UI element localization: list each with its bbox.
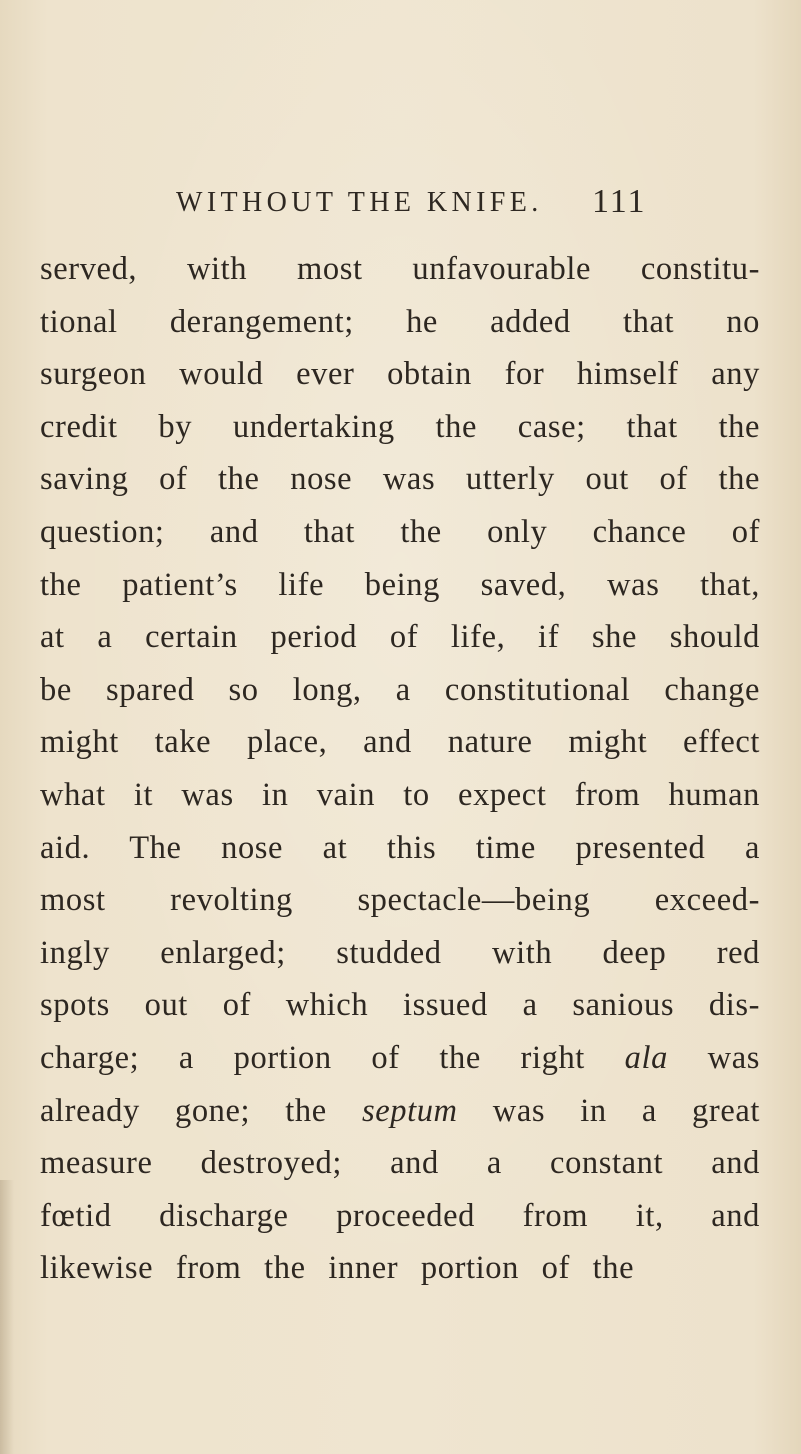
text-line: the patient’s life being saved, was that, [40,566,760,603]
text-line: surgeon would ever obtain for himself any [40,356,760,393]
text-line: spots out of which issued a sanious dis- [40,987,760,1024]
italic-term-septum: septum [361,1092,458,1129]
body-text [40,243,760,1295]
text-line: ingly enlarged; studded with deep red [40,934,760,971]
running-head [0,183,801,227]
text-line: already gone; the septum was in a great [40,1092,760,1129]
text-line: credit by undertaking the case; that the [40,408,760,445]
text-line: be spared so long, a constitutional change [40,671,760,708]
text-line: saving of the nose was utterly out of the [40,461,760,498]
text-line: what it was in vain to expect from human [40,776,760,813]
text-line: might take place, and nature might effect [40,724,760,761]
text-line: measure destroyed; and a constant and [40,1145,760,1182]
page-edge-shadow [0,1180,14,1454]
text-line: served, with most unfavourable constitu- [40,251,760,287]
page-number: 111 [592,183,647,220]
text-line: fœtid discharge proceeded from it, and [40,1197,760,1234]
text-line: most revolting spectacle—being exceed- [40,882,760,919]
text-line: at a certain period of life, if she should [40,619,760,656]
italic-term-ala: ala [624,1039,668,1076]
text-line: aid. The nose at this time presented a [40,829,760,866]
text-line: likewise from the inner portion of the [40,1250,635,1287]
text-line: question; and that the only chance of [40,513,760,550]
text-line: tional derangement; he added that no [40,303,760,340]
running-title: WITHOUT THE KNIFE. [176,187,543,218]
text-line: charge; a portion of the right ala was [40,1039,760,1076]
